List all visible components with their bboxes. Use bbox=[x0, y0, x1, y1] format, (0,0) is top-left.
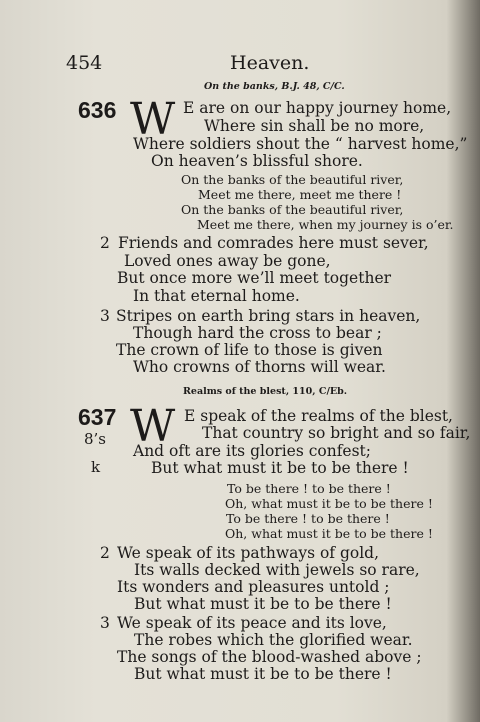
hymn-637-chorus-line: To be there ! to be there ! bbox=[226, 511, 390, 526]
hymn-637-tune: Realms of the blest, 110, C/Eb. bbox=[183, 386, 348, 397]
hymn-637-line: And oft are its glories confest; bbox=[133, 442, 372, 460]
hymn-637-line: The songs of the blood-washed above ; bbox=[117, 648, 422, 666]
hymn-636-line: Where soldiers shout the “ harvest home,” bbox=[133, 135, 468, 153]
hymn-636-line: In that eternal home. bbox=[133, 287, 300, 305]
hymn-637-line: But what must it be to be there ! bbox=[151, 459, 409, 477]
page-number: 454 bbox=[66, 52, 103, 74]
hymn-637-chorus-line: To be there ! to be there ! bbox=[227, 481, 391, 496]
hymn-636-line: The crown of life to those is given bbox=[116, 341, 383, 359]
hymn-637-chorus-line: Oh, what must it be to be there ! bbox=[225, 496, 433, 511]
page-title: Heaven. bbox=[230, 52, 310, 74]
hymn-637-line: But what must it be to be there ! bbox=[134, 665, 392, 683]
hymn-636-line: Friends and comrades here must sever, bbox=[118, 234, 429, 252]
hymn-636-line: Who crowns of thorns will wear. bbox=[133, 358, 386, 376]
hymn-637-line: Its walls decked with jewels so rare, bbox=[134, 561, 420, 579]
hymn-637-verse-number: 2 bbox=[100, 544, 110, 562]
hymn-636-tune: On the banks, B.J. 48, C/C. bbox=[204, 81, 345, 92]
hymn-637-meter-mark: k bbox=[91, 458, 101, 476]
hymn-636-chorus-line: On the banks of the beautiful river, bbox=[181, 202, 404, 217]
hymn-637-meter: 8’s bbox=[84, 430, 107, 448]
hymn-636-line: Stripes on earth bring stars in heaven, bbox=[116, 307, 421, 325]
hymn-636-number: 636 bbox=[78, 97, 117, 123]
hymn-637-line: But what must it be to be there ! bbox=[134, 595, 392, 613]
hymn-636-line: E are on our happy journey home, bbox=[183, 99, 452, 117]
hymn-637-drop-cap: W bbox=[130, 401, 176, 452]
hymn-636-drop-cap: W bbox=[130, 94, 176, 145]
hymn-636-line: Though hard the cross to bear ; bbox=[133, 324, 382, 342]
hymn-637-chorus-line: Oh, what must it be to be there ! bbox=[225, 526, 433, 541]
hymn-637-verse-number: 3 bbox=[100, 614, 110, 632]
hymn-636-line: But once more we’ll meet together bbox=[117, 269, 392, 287]
hymn-636-chorus-line: Meet me there, when my journey is o’er. bbox=[197, 217, 454, 232]
hymn-636-chorus-line: Meet me there, meet me there ! bbox=[198, 187, 402, 202]
hymn-636-verse-number: 2 bbox=[100, 234, 110, 252]
hymn-637-line: That country so bright and so fair, bbox=[202, 424, 471, 442]
hymn-636-line: Where sin shall be no more, bbox=[204, 117, 425, 135]
hymn-637-line: We speak of its pathways of gold, bbox=[117, 544, 380, 562]
hymn-636-chorus-line: On the banks of the beautiful river, bbox=[181, 172, 404, 187]
hymn-636-verse-number: 3 bbox=[100, 307, 110, 325]
hymn-637-line: The robes which the glorified wear. bbox=[134, 631, 413, 649]
hymn-637-number: 637 bbox=[78, 404, 117, 430]
hymn-636-line: Loved ones away be gone, bbox=[124, 252, 331, 270]
hymn-637-line: Its wonders and pleasures untold ; bbox=[117, 578, 390, 596]
hymn-636-line: On heaven’s blissful shore. bbox=[151, 152, 363, 170]
hymn-637-line: E speak of the realms of the blest, bbox=[184, 407, 453, 425]
hymn-637-line: We speak of its peace and its love, bbox=[117, 614, 387, 632]
